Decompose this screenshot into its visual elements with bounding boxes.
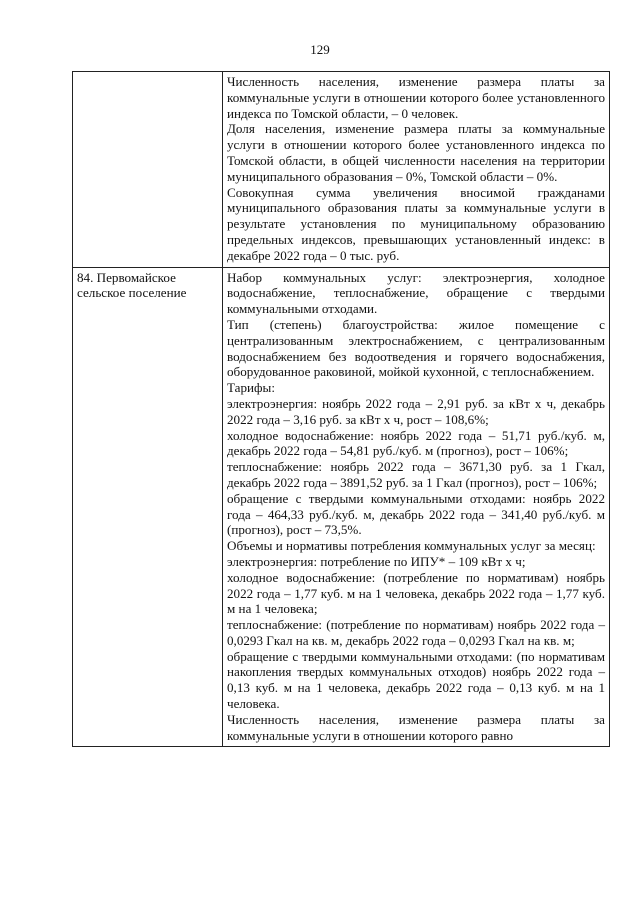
paragraph: холодное водоснабжение: ноябрь 2022 года – 51,71 руб./куб. м, декабрь 2022 года – 54,81 руб./куб. м (прогноз), рост – 106%;: [227, 427, 605, 459]
paragraph: теплоснабжение: (потребление по нормативам) ноябрь 2022 года – 0,0293 Гкал на кв. м, декабрь 2022 года – 0,0293 Гкал на кв. м;: [227, 617, 605, 648]
details-cell: [223, 72, 610, 268]
paragraph: Набор коммунальных услуг: электроэнергия, холодное водоснабжение, теплоснабжение, обращение с твердыми коммунальными отходами.: [227, 269, 605, 317]
municipality-cell: [73, 72, 223, 268]
paragraph: Численность населения, изменение размера платы за коммунальные услуги в отношении которого более установленного индекса по Томской области, – 0 человек.: [227, 74, 605, 121]
tariff-table: [72, 71, 610, 747]
paragraph: электроэнергия: ноябрь 2022 года – 2,91 руб. за кВт х ч, декабрь 2022 года – 3,16 руб. за кВт х ч, рост – 108,6%;: [227, 395, 605, 427]
page-number: 129: [310, 42, 330, 57]
paragraph: Совокупная сумма увеличения вносимой гражданами муниципального образования платы за коммунальные услуги в результате установления по муниципальному образованию предельных индексов, превышающих установленный индекс: в декабре 2022 года – 0 тыс. руб.: [227, 184, 605, 263]
paragraph: Тарифы:: [227, 380, 275, 396]
paragraph: холодное водоснабжение: (потребление по нормативам) ноябрь 2022 года – 1,77 куб. м на 1 человека, декабрь 2022 года – 1,77 куб. м на 1 человека;: [227, 569, 605, 617]
paragraph: Тип (степень) благоустройства: жилое помещение с централизованным электроснабжением, с централизованным водоснабжением без водоотведения и горячего водоснабжения, оборудованное раковиной, мойкой кухонной, с теплоснабжением.: [227, 316, 605, 380]
table-row: [73, 72, 610, 268]
paragraph: Доля населения, изменение размера платы за коммунальные услуги в отношении которого более установленного индекса по Томской области, в общей численности населения на территории муниципального образования – 0%, Томской области – 0%.: [227, 121, 605, 184]
paragraph: обращение с твердыми коммунальными отходами: ноябрь 2022 года – 464,33 руб./куб. м, декабрь 2022 года – 341,40 руб./куб. м (прогноз), рост – 73,5%.: [227, 490, 605, 538]
municipality-name: 84. Первомайское сельское поселение: [77, 269, 187, 301]
paragraph: обращение с твердыми коммунальными отходами: (по нормативам накопления твердых коммунальных отходов) ноябрь 2022 года – 0,13 куб. м на 1 человека, декабрь 2022 года – 0,13 куб. м на 1 человека.: [227, 648, 605, 712]
municipality-cell: [73, 267, 223, 747]
paragraph: теплоснабжение: ноябрь 2022 года – 3671,30 руб. за 1 Гкал, декабрь 2022 года – 3891,52 руб. за 1 Гкал (прогноз), рост – 106%;: [227, 459, 605, 490]
details-cell: [223, 267, 610, 747]
paragraph: электроэнергия: потребление по ИПУ* – 109 кВт х ч;: [227, 553, 526, 569]
table-row: [73, 267, 610, 747]
paragraph: Численность населения, изменение размера платы за коммунальные услуги в отношении которого равно: [227, 711, 605, 743]
paragraph: Объемы и нормативы потребления коммунальных услуг за месяц:: [227, 538, 596, 554]
